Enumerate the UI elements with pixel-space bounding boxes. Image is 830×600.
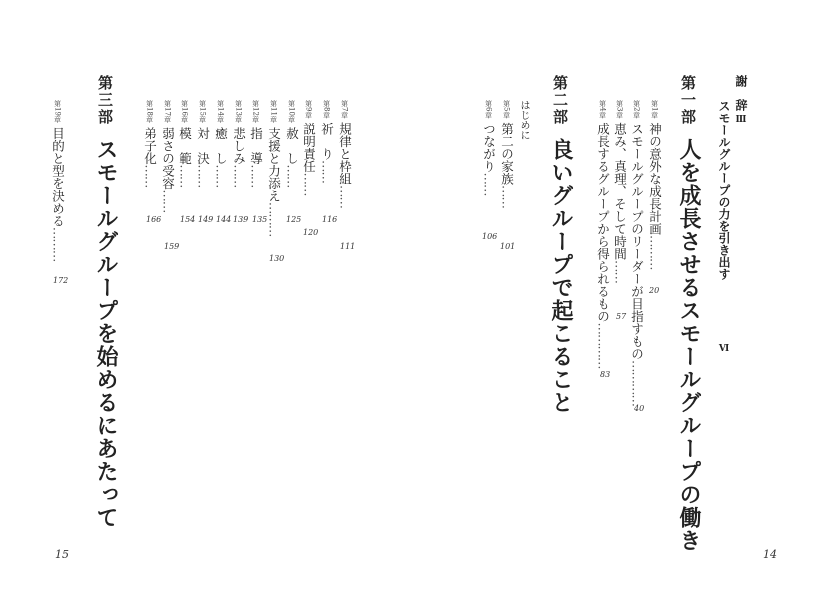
- chapter-title: 恵み、真理、そして時間: [612, 122, 628, 260]
- chapter-page: 106: [482, 232, 498, 241]
- chapter-title: 癒 し: [213, 126, 229, 165]
- chapter-page: 20: [649, 286, 660, 295]
- chapter-title: 悲しみ: [231, 126, 247, 165]
- chapter-title: 赦 し: [284, 126, 300, 165]
- chapter-page: 111: [340, 242, 356, 251]
- page-number-left: 15: [55, 548, 69, 561]
- chapter-page: 159: [164, 242, 180, 251]
- chapter-page: 116: [322, 215, 338, 224]
- toc-chapter-7[interactable]: 第7章規律と枠組……: [337, 100, 353, 208]
- toc-chapter-13[interactable]: 第13章悲しみ……: [231, 100, 247, 188]
- chapter-title: 規律と枠組: [337, 122, 353, 185]
- toc-chapter-19[interactable]: 第19章目的と型を決める………: [50, 100, 66, 262]
- front-page: Ⅲ: [736, 115, 746, 125]
- part2-label: 第二部: [551, 75, 569, 126]
- chapter-page: 130: [269, 254, 285, 263]
- chapter-page: 83: [600, 370, 611, 379]
- chapter-title: スモールグループのリーダーが目指すもの: [629, 122, 645, 360]
- chapter-page: 154: [180, 215, 196, 224]
- chapter-page: 57: [616, 312, 627, 321]
- chapter-title: 目的と型を決める: [50, 126, 66, 227]
- chapter-title: 祈 り: [319, 122, 335, 160]
- toc-chapter-1[interactable]: 第1章神の意外な成長計画………: [647, 100, 663, 270]
- toc-chapter-18[interactable]: 第18章弟子化……: [142, 100, 158, 188]
- toc-chapter-10[interactable]: 第10章赦 し……: [284, 100, 300, 188]
- chapter-title: 弟子化: [142, 126, 158, 165]
- chapter-page: 172: [53, 276, 69, 285]
- chapter-page: 139: [233, 215, 249, 224]
- chapter-title: 模 範: [177, 126, 193, 165]
- toc-chapter-2[interactable]: 第2章スモールグループのリーダーが目指すもの…………: [629, 100, 645, 406]
- chapter-title: 指 導: [248, 126, 264, 165]
- chapter-title: つながり: [481, 122, 497, 173]
- chapter-page: 40: [634, 404, 645, 413]
- toc-chapter-17[interactable]: 第17章弱さの受容……: [160, 100, 176, 213]
- toc-introduction[interactable]: はじめに: [518, 100, 529, 140]
- toc-chapter-15[interactable]: 第15章対 決……: [195, 100, 211, 188]
- toc-chapter-12[interactable]: 第12章指 導……: [248, 100, 264, 188]
- chapter-title: 第二の家族: [499, 122, 515, 185]
- chapter-title: 弱さの受容: [160, 126, 176, 190]
- page-number-right: 14: [763, 548, 777, 561]
- chapter-page: 166: [146, 215, 162, 224]
- chapter-title: 成長するグループから得られるもの: [595, 122, 611, 323]
- chapter-title: 神の意外な成長計画: [647, 122, 663, 235]
- toc-chapter-4[interactable]: 第4章成長するグループから得られるもの…………: [595, 100, 611, 369]
- chapter-page: 149: [198, 215, 214, 224]
- front-label: スモールグループの力を引き出す: [717, 100, 731, 280]
- toc-chapter-5[interactable]: 第5章第二の家族……: [499, 100, 515, 208]
- chapter-page: 120: [303, 228, 319, 237]
- part1-label: 第一部: [679, 75, 697, 126]
- front-page: Ⅵ: [719, 344, 729, 354]
- toc-chapter-16[interactable]: 第16章模 範……: [177, 100, 193, 188]
- toc-chapter-6[interactable]: 第6章つながり……: [481, 100, 497, 196]
- chapter-page: 101: [500, 242, 516, 251]
- part3-label: 第三部: [96, 75, 114, 126]
- toc-chapter-8[interactable]: 第8章祈 り……: [319, 100, 335, 183]
- chapter-page: 135: [252, 215, 268, 224]
- chapter-title: 支援と力添え: [266, 126, 282, 202]
- toc-front-introduction[interactable]: [718, 100, 730, 354]
- chapter-title: 対 決: [195, 126, 211, 165]
- toc-chapter-14[interactable]: 第14章癒 し……: [213, 100, 229, 188]
- chapter-page: 125: [286, 215, 302, 224]
- toc-chapter-3[interactable]: 第3章恵み、真理、そして時間……: [612, 100, 628, 283]
- chapter-page: 144: [216, 215, 232, 224]
- toc-front-acknowledgements[interactable]: [735, 75, 747, 125]
- part1-title: 人を成長させるスモールグループの働き: [676, 138, 702, 552]
- part2-title: 良いグループで起こること: [548, 138, 574, 414]
- toc-chapter-11[interactable]: 第11章支援と力添え………: [266, 100, 282, 237]
- chapter-title: 説明責任: [301, 122, 317, 173]
- toc-chapter-9[interactable]: 第9章説明責任……: [301, 100, 317, 196]
- front-label: 謝 辞: [734, 75, 748, 111]
- part3-title: スモールグループを始めるにあたって: [93, 138, 119, 529]
